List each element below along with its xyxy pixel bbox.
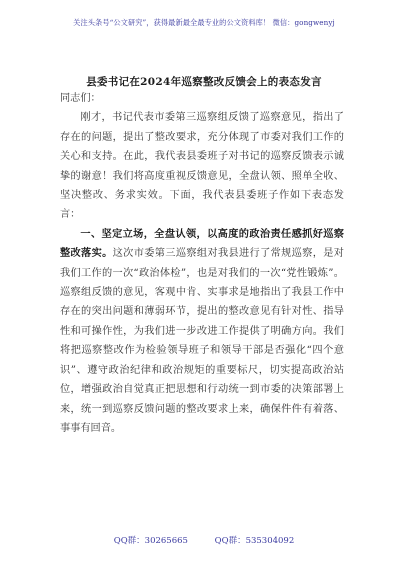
salutation: 同志们：	[60, 93, 101, 104]
footer-qq-group-2: QQ群：535304092	[214, 536, 295, 546]
document-body	[60, 89, 344, 438]
header-promo-banner: 关注头条号“公文研究”，获得最新最全最专业的公文资料库！ 微信：gongwenyj	[73, 18, 335, 27]
footer-qq-group-1: QQ群：30265665	[113, 536, 188, 546]
section-1-paragraph	[60, 225, 344, 438]
opening-paragraph: 刚才，书记代表市委第三巡察组反馈了巡察意见，指出了存在的问题，提出了整改要求，充分体现了市委对我们工作的关心和支持。在此，我代表县委班子对书记的巡察反馈表示诚挚的谢意！我们将高度重视反馈意见，全盘认领、照单全收、坚决整改、务求实效。下面，我代表县委班子作如下表态发言：	[60, 112, 344, 221]
document-title: 县委书记在2024年巡察整改反馈会上的表态发言	[86, 76, 322, 88]
section-1-heading: 一、坚定立场，全盘认领，以高度的政治责任感抓好巡察整改落实。	[60, 227, 344, 260]
footer-qq-groups	[0, 534, 408, 546]
section-1-text: 这次市委第三巡察组对我县进行了常规巡察，是对我们工作的一次“政治体检”，也是对我们的一次“党性锻炼”。巡察组反馈的意见，客观中肯、实事求是地指出了我县工作中存在的突出问题和薄弱环节，提出的整改意见有针对性、指导性和可操作性，为我们进一步改进工作提供了明确方向。我们将把巡察整改作为检验领导班子和领导干部是否强化“四个意识”、遵守政治纪律和政治规矩的重要标尺，切实提高政治站位，增强政治自觉真正把思想和行动统一到市委的决策部署上来，统一到巡察反馈问题的整改要求上来，确保件件有着落、事事有回音。	[60, 248, 344, 434]
